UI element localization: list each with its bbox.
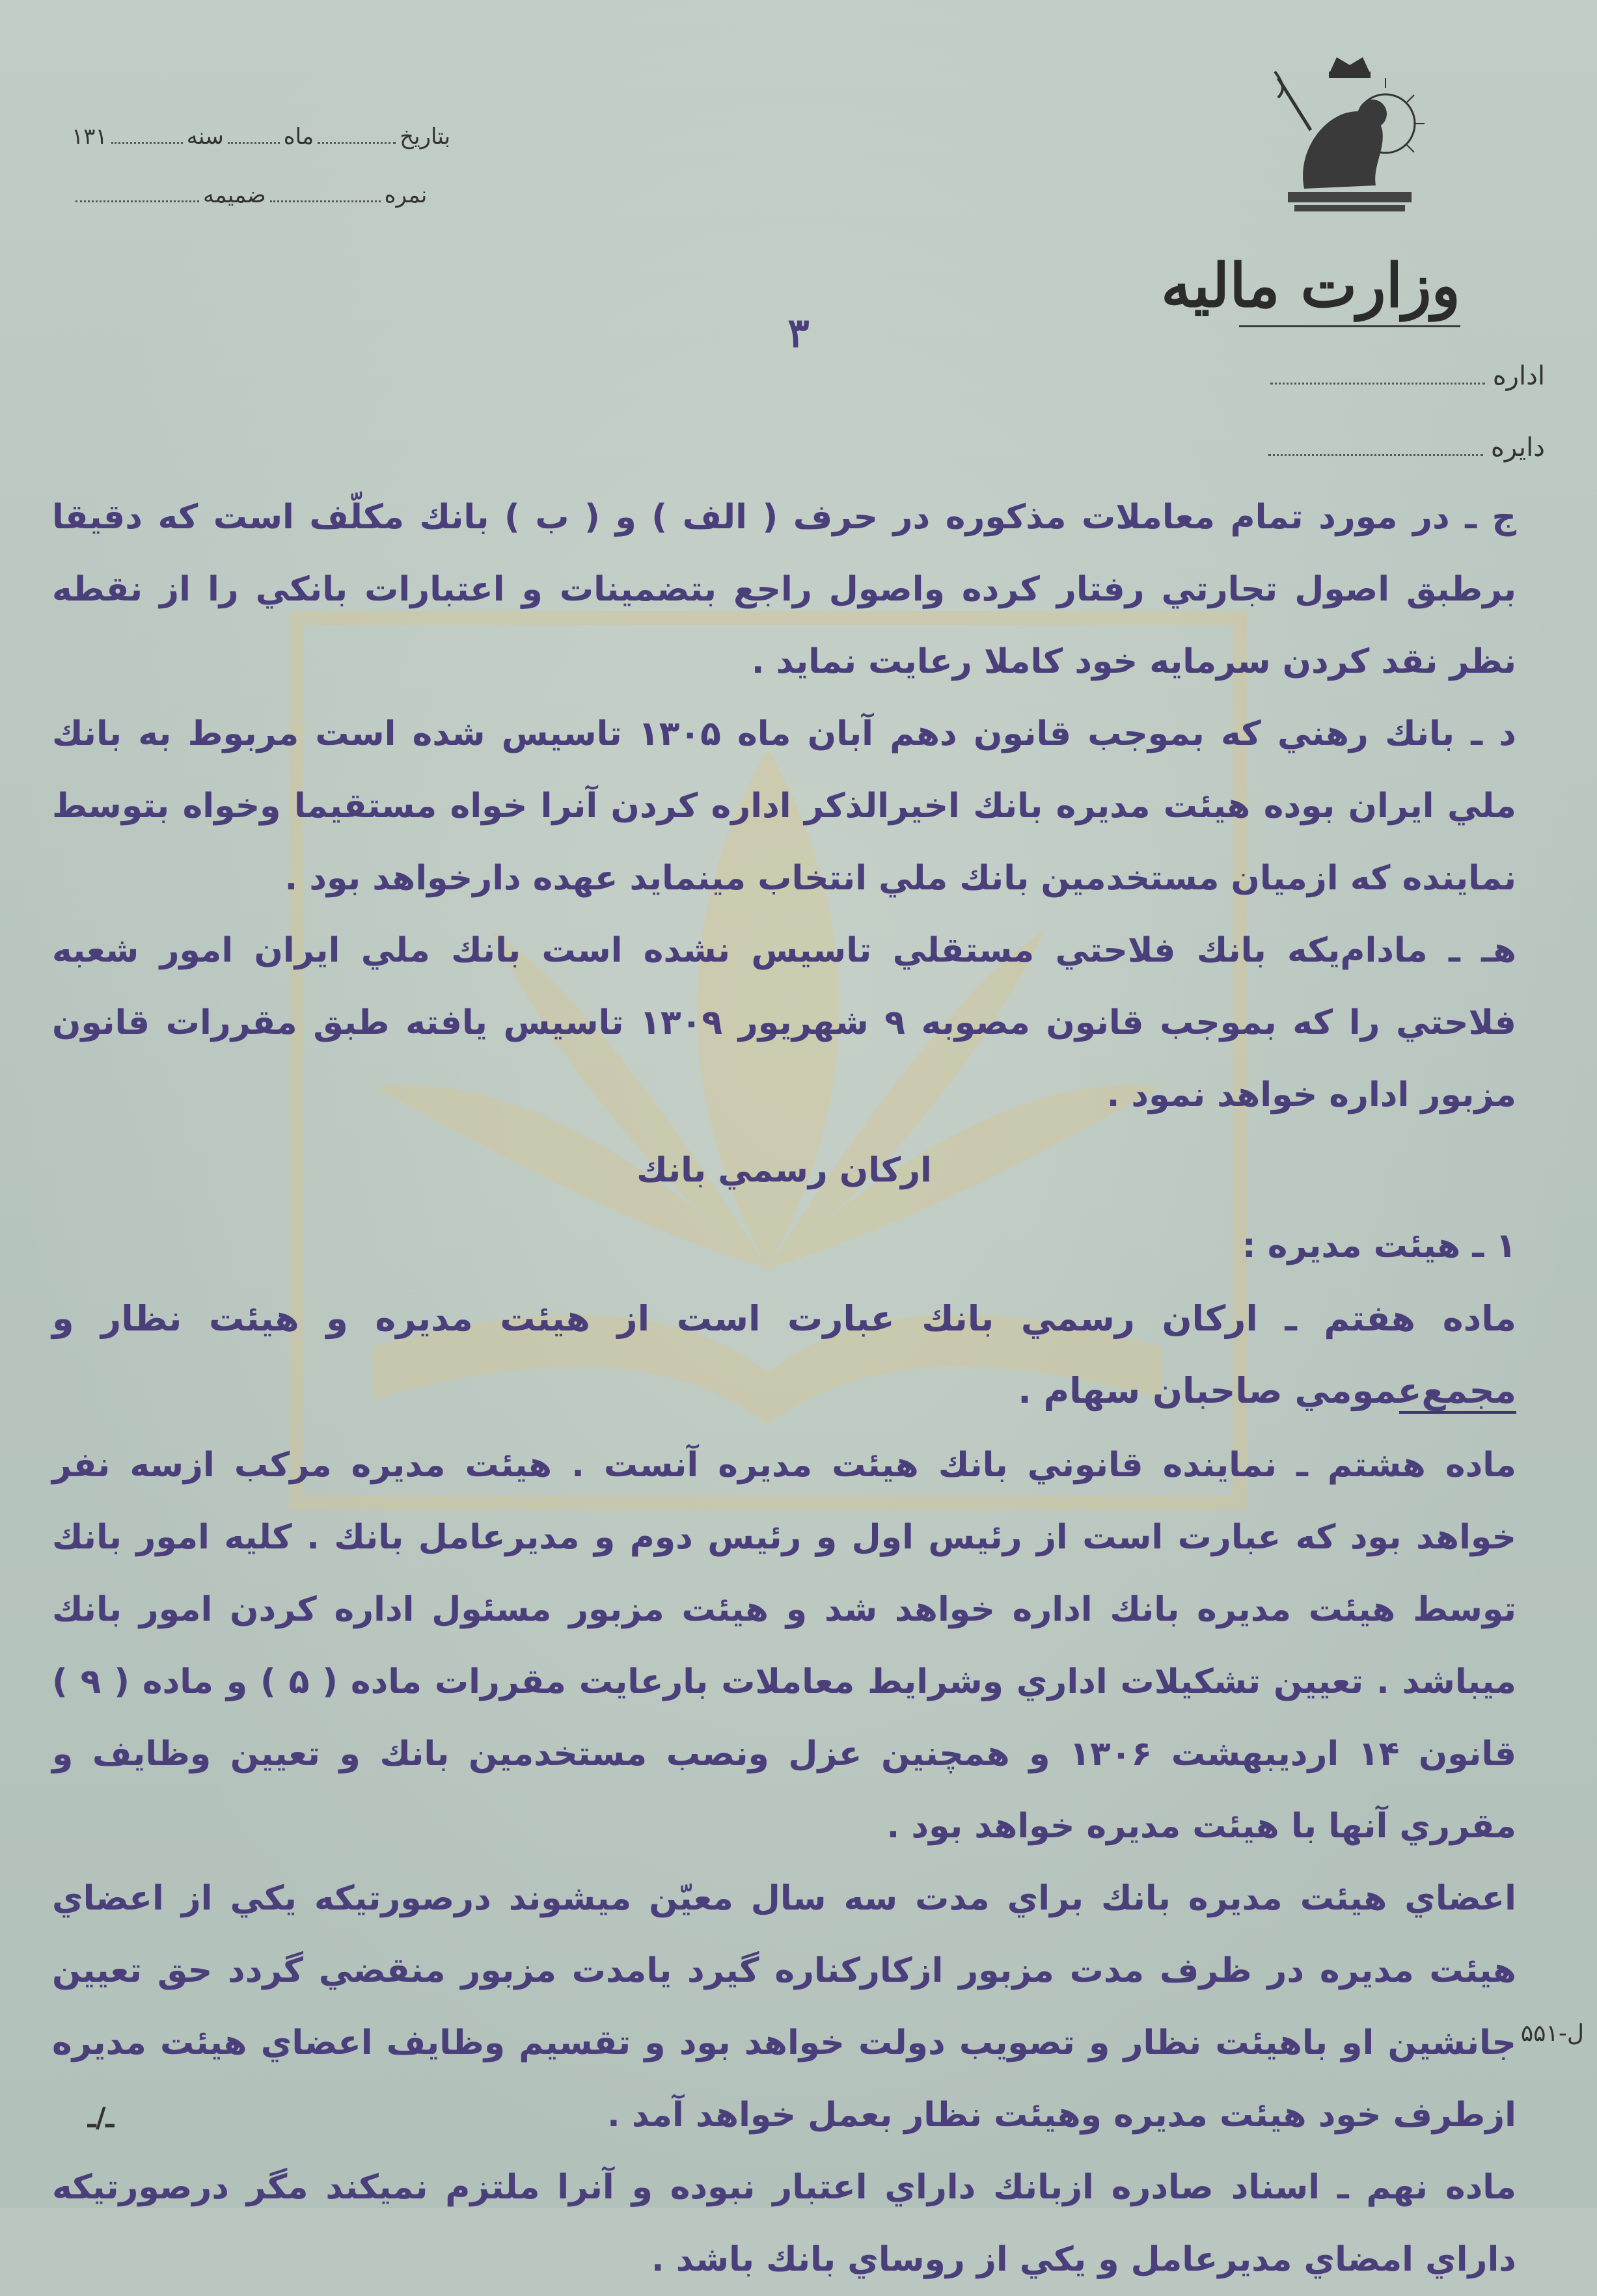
office-label: اداره xyxy=(1492,361,1545,391)
number-field xyxy=(72,182,427,208)
attachment-label: ضميمه xyxy=(203,182,266,208)
side-reference: ل-۵۵۱ xyxy=(1520,2020,1584,2047)
section-heading: اركان رسمي بانك xyxy=(636,1151,932,1190)
office-blank xyxy=(1270,383,1485,385)
article-8-part-1: ماده‌ هشتم ـ نماينده‌ قانوني بانك هيئت مديره‌ آنست . هيئت مديره‌ مركب ازسه نفر خواهد بود كه عبارت است از رئيس اول و رئيس دوم و مديرعامل بانك . كليه امور بانك توسط هيئت مديره‌ بانك اداره خواهد شد و هيئت مزبور مسئول اداره كردن امور بانك ميباشد . تعيين تشكيلات اداري وشرايط معاملات بارعايت مقررات ماده‌ ( ۵ ) و ماده‌ ( ۹ ) قانون ۱۴ ارديبهشت ۱۳۰۶ و همچنين عزل ونصب مستخدمين بانك و تعيين وظايف و مقرري آنها با هيئت مديره‌ خواهد بود . xyxy=(52,1446,1517,1846)
article-7: ماده‌ هفتم ـ اركان رسمي بانك عبارت است از هيئت مديره و هيئت نظار و مجمع‌عمومي صاحبان سهام . xyxy=(52,1298,1516,1411)
paragraph-h: هـ ـ مادام‌يكه بانك فلاحتي مستقلي تاسيس نشده است بانك ملي ايران امور شعبه فلاحتي را كه بموجب قانون مصوبه ۹ شهريور ۱۳۰۹ تاسيس يافته طبق مقررات قانون مزبور اداره خواهد نمود . xyxy=(52,931,1516,1114)
article-9: ماده‌ نهم ـ اسناد صادره ازبانك داراي اعتبار نبوده و آنرا ملتزم نميكند مگر درصورتيكه داراي امضاي مديرعامل و يكي از روساي بانك باشد . xyxy=(52,2168,1516,2279)
paragraph-c: ج ـ در مورد تمام معاملات مذكوره در حرف ( الف ) و ( ب ) بانك مكلّف است كه دقيقا برطبق اصول تجارتي رفتار كرده واصول راجع بتضمينات و اعتبارات بانكي را از نقطه‌ نظر نقد كردن سرمايه‌ خود كاملا رعايت نمايد . xyxy=(52,498,1516,681)
division-field xyxy=(1268,433,1545,463)
number-label: نمره xyxy=(384,182,428,208)
office-field xyxy=(1270,361,1545,391)
month-label: ماه xyxy=(283,124,314,150)
date-label: بتاريخ xyxy=(400,124,451,150)
page-number: ۳ xyxy=(787,309,810,357)
subsection-heading: ۱ ـ هيئت مديره‌ : xyxy=(1242,1226,1516,1265)
division-blank xyxy=(1268,454,1483,456)
division-label: دايره xyxy=(1490,433,1545,463)
year-value: ۱۳۱ xyxy=(72,124,107,150)
year-label: سنه xyxy=(186,124,224,150)
continuation-mark: ـ/ـ xyxy=(88,2101,114,2133)
paragraph-d: د ـ بانك رهني كه بموجب قانون دهم آبان ماه ۱۳۰۵ تاسيس شده است مربوط به بانك ملي ايران بوده هيئت مديره‌ بانك اخيرالذكر اداره كردن آنرا خواه مستقيما وخواه بتوسط نماينده‌ كه ازميان مستخدمين بانك ملي انتخاب مينمايد عهده دارخواهد بود . xyxy=(52,714,1516,898)
document-body xyxy=(52,481,1516,2296)
lion-and-sun-emblem-icon xyxy=(1265,52,1434,234)
ministry-name: وزارت ماليه xyxy=(1161,250,1460,321)
date-field xyxy=(72,124,450,150)
article-8-part-2: اعضاي هيئت مديره بانك براي مدت سه سال معيّن ميشوند درصورتيكه يكي از اعضاي هيئت مديره‌ در ظرف مدت مزبور ازكاركناره گيرد يامدت مزبور منقضي گردد حق تعيين جانشين او باهيئت نظار و تصويب دولت خواهد بود و تقسيم وظايف اعضاي هيئت مديره‌ ازطرف خود هيئت مديره وهيئت نظار بعمل خواهد آمد . xyxy=(52,1879,1516,2135)
